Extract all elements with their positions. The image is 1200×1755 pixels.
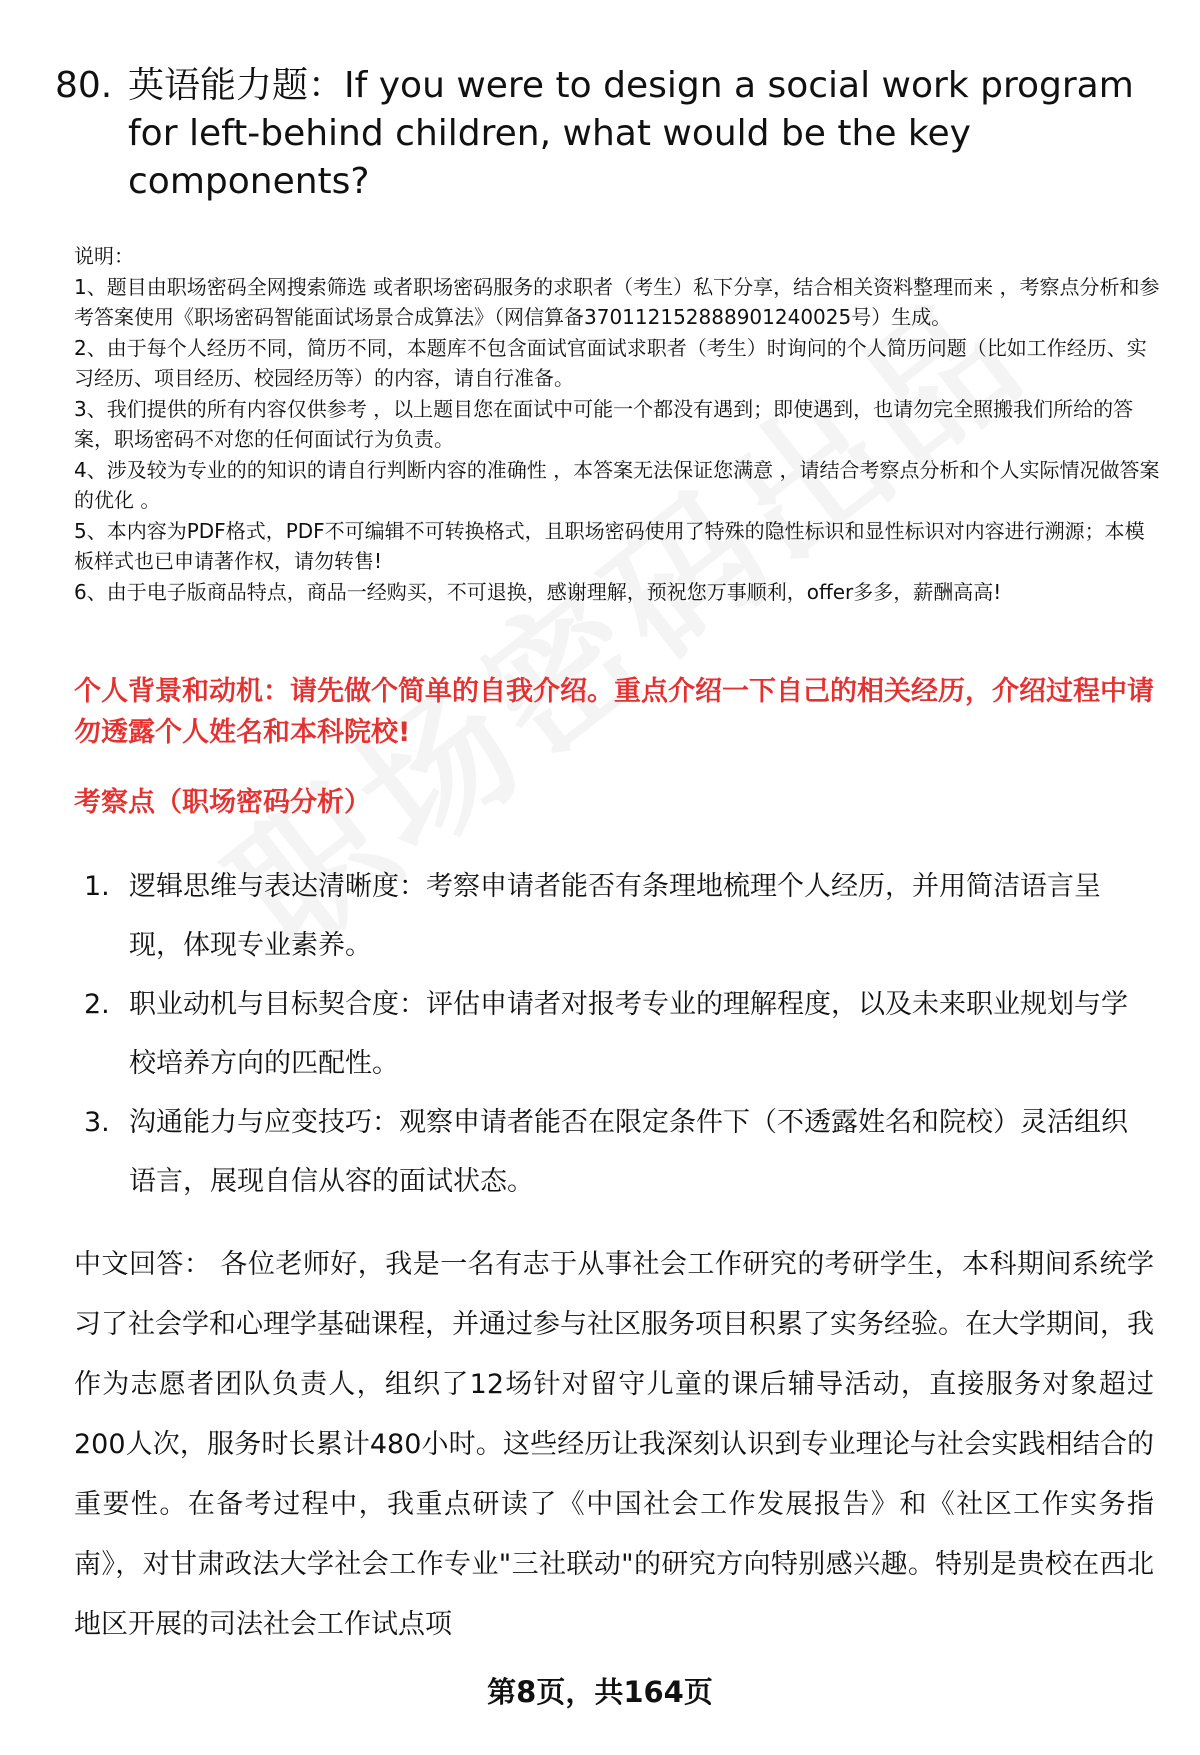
background-prompt: 个人背景和动机：请先做个简单的自我介绍。重点介绍一下自己的相关经历，介绍过程中请勿透露个人姓名和本科院校! (74, 676, 1154, 748)
point-text: 逻辑思维与表达清晰度：考察申请者能否有条理地梳理个人经历，并用简洁语言呈现，体现专业素养。 (129, 871, 1101, 961)
assessment-point (84, 975, 1154, 1093)
point-text: 职业动机与目标契合度：评估申请者对报考专业的理解程度，以及未来职业规划与学校培养方向的匹配性。 (129, 989, 1128, 1079)
question-text: 英语能力题：If you were to design a social work program for left-behind children, what would be the key components? (128, 65, 1134, 202)
notes-item: 4、涉及较为专业的的知识的请自行判断内容的准确性 ，本答案无法保证您满意 ，请结合考察点分析和个人实际情况做答案的优化 。 (74, 457, 1160, 512)
notes-section (74, 241, 1164, 607)
page-footer: 第8页，共164页 (487, 1675, 713, 1709)
assessment-point (84, 857, 1154, 975)
assessment-heading: 考察点（职场密码分析） (74, 787, 371, 818)
point-number: 1. (84, 871, 110, 902)
notes-item: 6、由于电子版商品特点，商品一经购买，不可退换，感谢理解，预祝您万事顺利，offer多多，薪酬高高! (74, 579, 1002, 604)
notes-item: 5、本内容为PDF格式，PDF不可编辑不可转换格式，且职场密码使用了特殊的隐性标识和显性标识对内容进行溯源；本模板样式也已申请著作权，请勿转售! (74, 518, 1145, 573)
question-title (55, 62, 1135, 206)
assessment-point (84, 1093, 1154, 1211)
point-number: 3. (84, 1107, 110, 1138)
point-text: 沟通能力与应变技巧：观察申请者能否在限定条件下（不透露姓名和院校）灵活组织语言，展现自信从容的面试状态。 (129, 1107, 1128, 1197)
notes-title: 说明： (74, 244, 134, 268)
notes-item: 1、题目由职场密码全网搜索筛选 或者职场密码服务的求职者（考生）私下分享，结合相关资料整理而来 ，考察点分析和参考答案使用《职场密码智能面试场景合成算法》（网信算备370112152888901240025号）生成。 (74, 274, 1160, 329)
notes-item: 2、由于每个人经历不同，简历不同，本题库不包含面试官面试求职者（考生）时询问的个人简历问题（比如工作经历、实习经历、项目经历、校园经历等）的内容，请自行准备。 (74, 335, 1147, 390)
answer-paragraph: 中文回答： 各位老师好，我是一名有志于从事社会工作研究的考研学生，本科期间系统学习了社会学和心理学基础课程，并通过参与社区服务项目积累了实务经验。在大学期间，我作为志愿者团队负责人，组织了12场针对留守儿童的课后辅导活动，直接服务对象超过200人次，服务时长累计480小时。这些经历让我深刻认识到专业理论与社会实践相结合的重要性。在备考过程中，我重点研读了《中国社会工作发展报告》和《社区工作实务指南》，对甘肃政法大学社会工作专业"三社联动"的研究方向特别感兴趣。特别是贵校在西北地区开展的司法社会工作试点项 (74, 1249, 1154, 1640)
notes-item: 3、我们提供的所有内容仅供参考 ，以上题目您在面试中可能一个都没有遇到；即使遇到，也请勿完全照搬我们所给的答案，职场密码不对您的任何面试行为负责。 (74, 396, 1134, 451)
question-number: 80. (55, 65, 113, 106)
assessment-points (84, 857, 1154, 1211)
point-number: 2. (84, 989, 110, 1020)
